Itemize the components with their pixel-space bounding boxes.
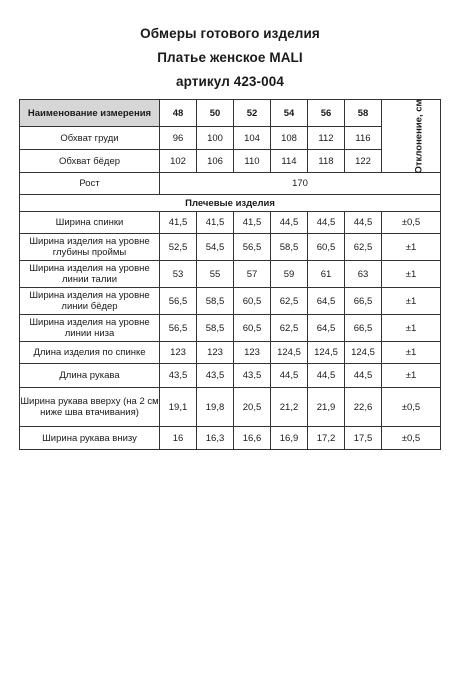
table-row	[20, 364, 441, 388]
tolerance-cell: ±0,5	[382, 427, 441, 450]
table-cell: 16,6	[234, 427, 271, 450]
table-cell: 43,5	[160, 364, 197, 388]
tolerance-cell: ±1	[382, 364, 441, 388]
table-cell: 110	[234, 150, 271, 173]
row-label: Обхват груди	[20, 127, 160, 150]
tolerance-cell: ±0,5	[382, 388, 441, 427]
table-row	[20, 127, 441, 150]
tolerance-cell: ±1	[382, 261, 441, 288]
tolerance-cell: ±1	[382, 342, 441, 364]
document-titles	[0, 22, 460, 94]
article-number: артикул 423-004	[176, 74, 284, 89]
height-value: 170	[160, 173, 441, 195]
row-label: Рост	[20, 173, 160, 195]
table-cell: 62,5	[271, 288, 308, 315]
table-cell: 123	[197, 342, 234, 364]
section-title: Плечевые изделия	[20, 195, 441, 212]
table-row	[20, 342, 441, 364]
table-cell: 62,5	[271, 315, 308, 342]
table-cell: 96	[160, 127, 197, 150]
row-label: Длина рукава	[20, 364, 160, 388]
size-header: 54	[271, 100, 308, 127]
size-header: 48	[160, 100, 197, 127]
row-label: Ширина изделия на уровне глубины проймы	[20, 234, 160, 261]
height-row	[20, 173, 441, 195]
table-cell: 16,9	[271, 427, 308, 450]
table-row	[20, 315, 441, 342]
table-cell: 44,5	[345, 364, 382, 388]
table-cell: 60,5	[308, 234, 345, 261]
row-label: Ширина изделия на уровне линии бёдер	[20, 288, 160, 315]
table-cell: 64,5	[308, 315, 345, 342]
table-cell: 57	[234, 261, 271, 288]
row-label: Ширина изделия на уровне линии низа	[20, 315, 160, 342]
table-cell: 21,9	[308, 388, 345, 427]
tolerance-column-header	[382, 100, 441, 173]
table-cell: 118	[308, 150, 345, 173]
document-title: Обмеры готового изделия	[140, 26, 320, 41]
table-cell: 54,5	[197, 234, 234, 261]
table-cell: 124,5	[345, 342, 382, 364]
table-cell: 43,5	[197, 364, 234, 388]
product-name: Платье женское MALI	[157, 50, 303, 65]
table-cell: 123	[234, 342, 271, 364]
table-cell: 17,5	[345, 427, 382, 450]
table-cell: 16,3	[197, 427, 234, 450]
table-cell: 123	[160, 342, 197, 364]
row-label: Ширина рукава внизу	[20, 427, 160, 450]
table-cell: 106	[197, 150, 234, 173]
table-row	[20, 261, 441, 288]
table-cell: 124,5	[271, 342, 308, 364]
table-cell: 64,5	[308, 288, 345, 315]
table-cell: 114	[271, 150, 308, 173]
table-cell: 16	[160, 427, 197, 450]
table-cell: 55	[197, 261, 234, 288]
tolerance-cell: ±1	[382, 288, 441, 315]
table-cell: 112	[308, 127, 345, 150]
section-row	[20, 195, 441, 212]
table-row	[20, 388, 441, 427]
table-cell: 44,5	[345, 212, 382, 234]
table-cell: 41,5	[160, 212, 197, 234]
name-column-header: Наименование измерения	[20, 100, 160, 127]
table-cell: 17,2	[308, 427, 345, 450]
table-cell: 61	[308, 261, 345, 288]
table-cell: 124,5	[308, 342, 345, 364]
table-cell: 41,5	[234, 212, 271, 234]
table-cell: 58,5	[271, 234, 308, 261]
table-row	[20, 212, 441, 234]
table-row	[20, 288, 441, 315]
table-cell: 44,5	[271, 212, 308, 234]
table-cell: 62,5	[345, 234, 382, 261]
table-cell: 56,5	[160, 288, 197, 315]
table-cell: 20,5	[234, 388, 271, 427]
row-label: Ширина рукава вверху (на 2 см ниже шва втачивания)	[20, 388, 160, 427]
table-cell: 56,5	[234, 234, 271, 261]
table-cell: 59	[271, 261, 308, 288]
tolerance-header-text: Отклонение, см	[413, 98, 425, 174]
table-cell: 58,5	[197, 315, 234, 342]
measurements-table	[19, 99, 441, 450]
table-cell: 52,5	[160, 234, 197, 261]
table-cell: 19,8	[197, 388, 234, 427]
size-header: 50	[197, 100, 234, 127]
table-cell: 21,2	[271, 388, 308, 427]
table-cell: 58,5	[197, 288, 234, 315]
table-cell: 66,5	[345, 288, 382, 315]
tolerance-cell: ±0,5	[382, 212, 441, 234]
table-cell: 41,5	[197, 212, 234, 234]
table-cell: 56,5	[160, 315, 197, 342]
table-cell: 116	[345, 127, 382, 150]
header-row	[20, 100, 441, 127]
table-row	[20, 427, 441, 450]
table-cell: 108	[271, 127, 308, 150]
table-cell: 60,5	[234, 315, 271, 342]
row-label: Длина изделия по спинке	[20, 342, 160, 364]
table-cell: 19,1	[160, 388, 197, 427]
table-cell: 43,5	[234, 364, 271, 388]
row-label: Ширина спинки	[20, 212, 160, 234]
table-cell: 53	[160, 261, 197, 288]
row-label: Ширина изделия на уровне линии талии	[20, 261, 160, 288]
size-header: 52	[234, 100, 271, 127]
table-row	[20, 234, 441, 261]
table-cell: 60,5	[234, 288, 271, 315]
table-cell: 44,5	[308, 212, 345, 234]
row-label: Обхват бёдер	[20, 150, 160, 173]
table-cell: 44,5	[308, 364, 345, 388]
tolerance-cell: ±1	[382, 315, 441, 342]
table-row	[20, 150, 441, 173]
table-cell: 122	[345, 150, 382, 173]
table-cell: 66,5	[345, 315, 382, 342]
table-cell: 63	[345, 261, 382, 288]
table-cell: 102	[160, 150, 197, 173]
table-cell: 22,6	[345, 388, 382, 427]
size-header: 56	[308, 100, 345, 127]
table-cell: 100	[197, 127, 234, 150]
tolerance-cell: ±1	[382, 234, 441, 261]
table-cell: 104	[234, 127, 271, 150]
table-cell: 44,5	[271, 364, 308, 388]
size-header: 58	[345, 100, 382, 127]
